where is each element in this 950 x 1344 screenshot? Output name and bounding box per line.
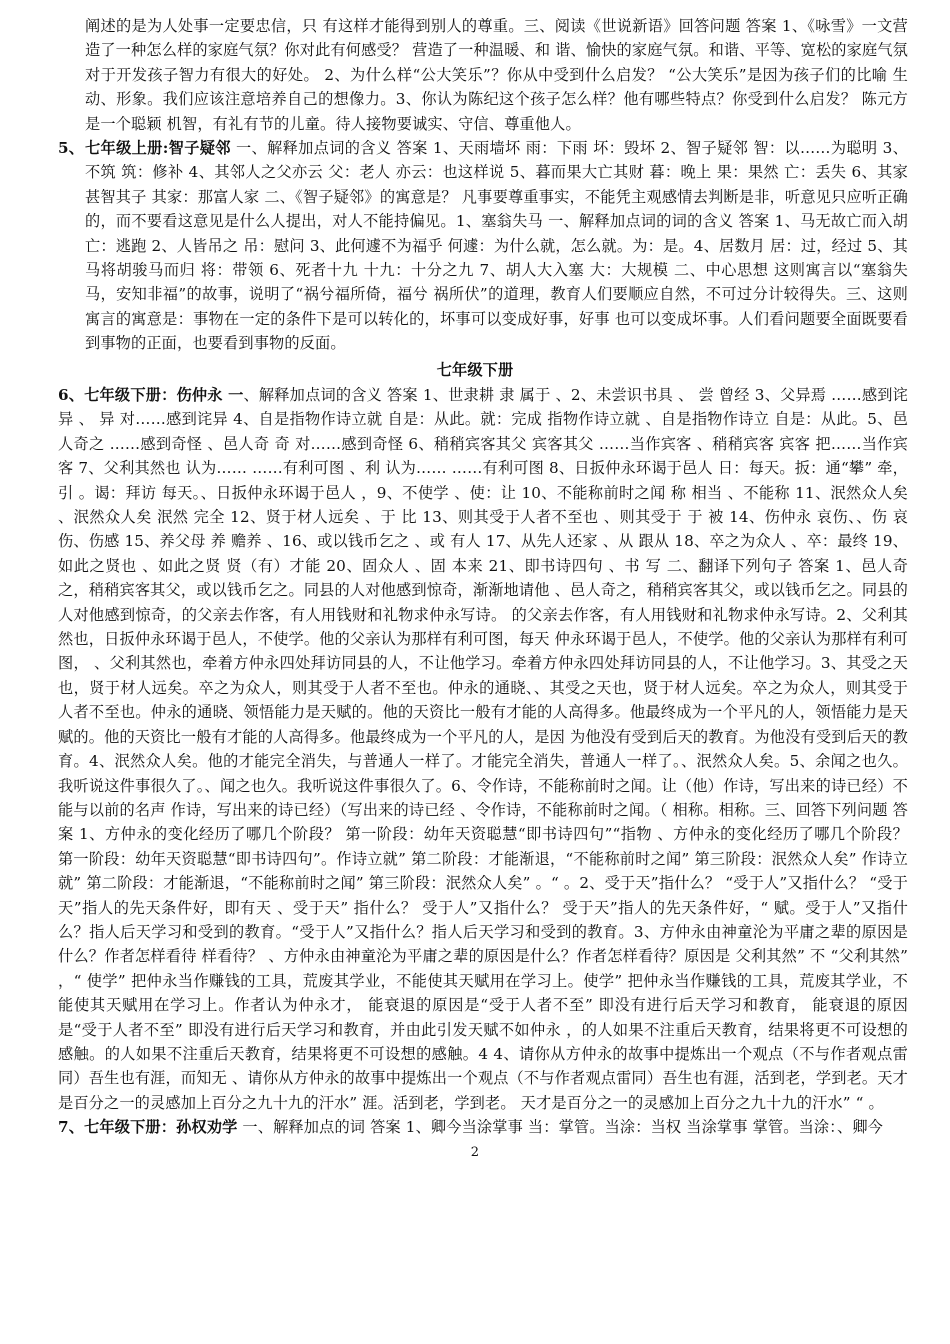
page-number: 2 [470,1145,480,1160]
item-7-title: 7、七年级下册：孙权劝学 [58,1118,238,1136]
item-6 [58,383,908,1115]
item-6-text: 、解释加点词的含义 答案 1、世隶耕 隶 属于 、2、未尝识书具 、 尝 曾经 3、父异焉 ……感到诧异 、 异 对……感到诧异 4、自是指物作诗立就 自是：从此。就：完成 指物作诗立就 、自是指物作诗立 自是：从此。5、邑人奇之 ……感到奇怪 、邑人奇 奇 对……感到奇怪 6、稍稍宾客其父 宾客其父 ……当作宾客 、稍稍宾客 宾客 把……当作宾客 7、父利其然也 认为…… ……有利可图 、利 认为…… ……有利可图 8、日扳仲永环谒于邑人 日：每天。扳：通“攀” 牵，引 。谒：拜访 每天。、日扳仲永环谒于邑人 ，9、不使学 、使：让 10、不能称前时之闻 称 相当 、不能称 11、泯然众人矣 、泯然众人矣 泯然 完全 12、贤于材人远矣 、于 比 13、则其受于人者不至也 、则其受于 于 被 14、伤仲永 哀伤、、伤 哀伤、伤感 15、养父母 养 赡养 、16、或以钱币乞之 、或 有人 17、从先人还家 、从 跟从 18、卒之为众人 、卒：最终 19、如此之贤也 、如此之贤 贤（有）才能 20、固众人 、固 本来 21、即书诗四句 、书 写 二、翻译下列句子 答案 1、邑人奇之，稍稍宾客其父，或以钱币乞之。同县的人对他感到惊奇，渐渐地请他 、邑人奇之，稍稍宾客其父，或以钱币乞之。同县的人对他感到惊奇，的父亲去作客，有人用钱财和礼物求仲永写诗。 的父亲去作客，有人用钱财和礼物求仲永写诗。2、父利其然也，日扳仲永环谒于邑人，不使学。他的父亲认为那样有利可图，每天 仲永环谒于邑人，不使学。他的父亲认为那样有利可图， 、父利其然也，牵着方仲永四处拜访同县的人，不让他学习。牵着方仲永四处拜访同县的人，不让他学习。3、其受之天也，贤于材人远矣。卒之为众人，则其受于人者不至也。仲永的通晓、、其受之天也，贤于材人远矣。卒之为众人，则其受于人者不至也。仲永的通晓、领悟能力是天赋的。他的天资比一般有才能的人高得多。他最终成为一个平凡的人，领悟能力是天赋的。他的天资比一般有才能的人高得多。他最终成为一个平凡的人，是因 为他没有受到后天的教育。为他没有受到后天的教育。4、泯然众人矣。他的才能完全消失，与普通人一样了。才能完全消失，普通人一样了。、泯然众人矣。5、余闻之也久。我听说这件事很久了。、闻之也久。我听说这件事很久了。6、令作诗，不能称前时之闻。让（他）作诗，写出来的诗已经）不能与以前的名声 作诗，写出来的诗已经）（写出来的诗已经 、令作诗，不能称前时之闻。（ 相称。相称。三、回答下列问题 答案 1、方仲永的变化经历了哪几个阶段？ 第一阶段：幼年天资聪慧“即书诗四句”“指物 、方仲永的变化经历了哪几个阶段？ 第一阶段：幼年天资聪慧“即书诗四句”。作诗立就” 第二阶段：才能渐退，“不能称前时之闻” 第三阶段：泯然众人矣” 作诗立就” 第二阶段：才能渐退，“不能称前时之闻” 第三阶段：泯然众人矣” 。“ 。2、受于天”指什么？ “受于人”又指什么？ “受于天”指人的先天条件好，即有天 、受于天” 指什么？ 受于人”又指什么？ 受于天”指人的先天条件好，“ 赋。受于人”又指什么？指人后天学习和受到的教育。“受于人”又指什么？指人后天学习和受到的教育。3、方仲永由神童沦为平庸之辈的原因是什么？作者怎样看待 样看待？ 、方仲永由神童沦为平庸之辈的原因是什么？作者怎样看待？原因是 父利其然” 不 “父利其然” ，“ 使学” 把仲永当作赚钱的工具，荒废其学业，不能使其天赋用在学习上。使学” 把仲永当作赚钱的工具，荒废其学业，不能使其天赋用在学习上。作者认为仲永才， 能衰退的原因是“受于人者不至” 即没有进行后天学习和教育， 能衰退的原因是“受于人者不至” 即没有进行后天学习和教育，并由此引发天赋不如仲永 ，的人如果不注重后天教育，结果将更不可设想的感触。的人如果不注重后天教育，结果将更不可设想的感触。4 4、请你从方仲永的故事中提炼出一个观点（不与作者观点雷同）吾生也有涯，而知无 、请你从方仲永的故事中提炼出一个观点（不与作者观点雷同）吾生也有涯，活到老，学到老。天才是百分之一的灵感加上百分之九十九的汗水” 涯。活到老，学到老。 天才是百分之一的灵感加上百分之九十九的汗水” “ 。 [58,386,908,1112]
section-heading: 七年级下册 [436,361,514,379]
item-6-title: 6、七年级下册：伤仲永 一 [58,386,244,404]
item-5-title: 七年级上册:智子疑邻 [85,139,231,158]
item-5-number: 5、 [58,139,85,157]
item-7-text: 一、解释加点的词 答案 1、卿今当涂掌事 当：掌管。当涂：当权 当涂掌事 掌管。当涂：、卿今 [237,1118,884,1136]
item-5 [58,136,908,356]
paragraph-top: 阐述的是为人处事一定要忠信，只 有这样才能得到别人的尊重。三、阅读《世说新语》回答问题 答案 1、《咏雪》一文营造了一种怎么样的家庭气氛？你对此有何感受？ 营造了一种温暖、和 谐、愉快的家庭气氛。和谐、平等、宽松的家庭气氛对于开发孩子智力有很大的好处。 2、为什么样“公大笑乐”？你从中受到什么启发？ “公大笑乐”是因为孩子们的比喻 生动、形象。我们应该注意培养自己的想像力。3、你认为陈纪这个孩子怎么样？他有哪些特点？你受到什么启发？ 陈元方是一个聪颖 机智，有礼有节的儿童。待人接物要诚实、守信、尊重他人。 [85,17,908,133]
item-7 [58,1115,908,1139]
item-5-text: 一、解释加点词的含义 答案 1、天雨墙坏 雨：下雨 坏：毁坏 2、智子疑邻 智：以……为聪明 3、不筑 筑：修补 4、其邻人之父亦云 父：老人 亦云：也这样说 5、暮而果大亡其财 暮：晚上 果：果然 亡：丢失 6、其家甚智其子 其家：那富人家 二、《智子疑邻》的寓意是？ 凡事要尊重事实，不能凭主观感情去判断是非，听意见只应听正确的，而不要看这意见是什么人提出，对人不能持偏见。1、塞翁失马 一、解释加点词的词的含义 答案 1、马无故亡而入胡 亡：逃跑 2、人皆吊之 吊：慰问 3、此何遽不为福乎 何遽：为什么就，怎么就。为：是。4、居数月 居：过，经过 5、其马将胡骏马而归 将：带领 6、死者十九 十九：十分之九 7、胡人大入塞 大：大规模 二、中心思想 这则寓言以“塞翁失马，安知非福”的故事，说明了“祸兮福所倚，福兮 祸所伏”的道理，教育人们要顺应自然，不可过分计较得失。三、这则寓言的寓意是：事物在一定的条件下是可以转化的，坏事可以变成好事，好事 也可以变成坏事。人们看问题要全面既要看到事物的正面，也要看到事物的反面。 [85,139,908,353]
